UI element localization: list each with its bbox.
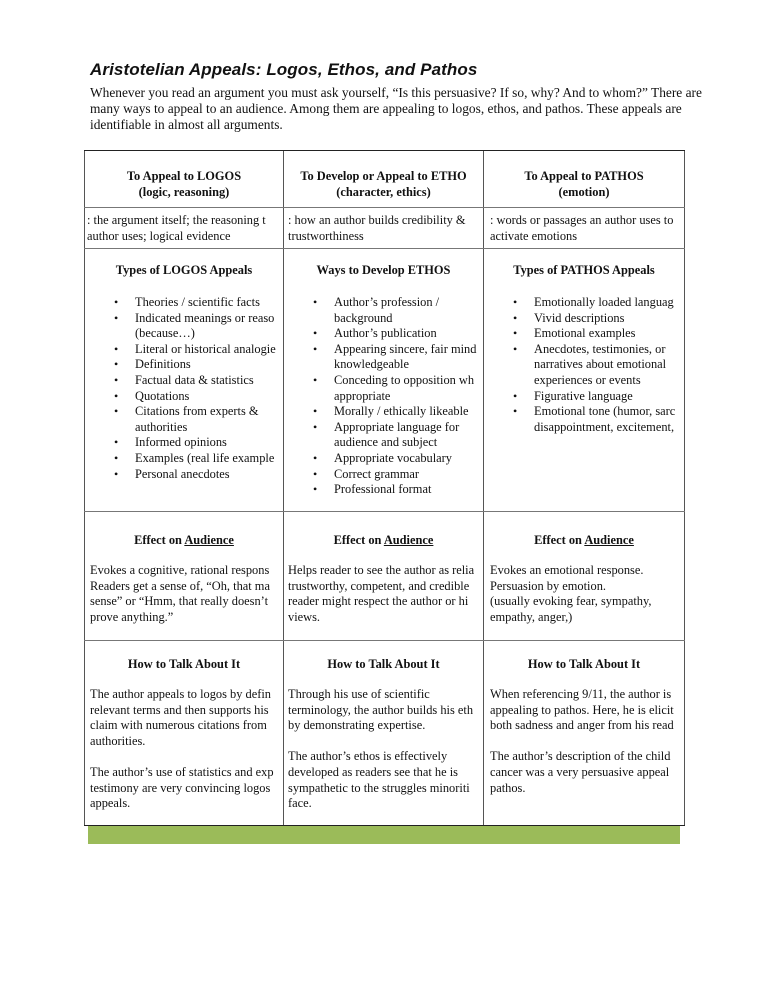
logos-talk: The author appeals to logos by defin relevant terms and then supports his claim with numerous citations from authorities. The author’s use of statistics and exp testimony are very convincing logos appeals. (90, 687, 274, 811)
list-item: • Vivid descriptions (484, 311, 684, 327)
logos-effect-heading: Effect on Audience (134, 533, 234, 547)
list-item: • Theories / scientific facts (85, 295, 283, 311)
list-item: • Informed opinions (85, 435, 283, 451)
logos-definition-line-2: author uses; logical evidence (87, 228, 231, 243)
pathos-heading (484, 169, 684, 200)
list-item: • Emotional examples (484, 326, 684, 342)
list-item: • Author’s profession / background (284, 295, 483, 326)
pathos-definition-line-2: activate emotions (490, 228, 578, 243)
ethos-types-list (284, 295, 483, 498)
row-divider-4 (84, 640, 685, 641)
list-item: • Conceding to opposition wh appropriate (284, 373, 483, 404)
pathos-effect-heading: Effect on Audience (534, 533, 634, 547)
ethos-definition-line-2: trustworthiness (288, 228, 364, 243)
list-item: • Correct grammar (284, 467, 483, 483)
pathos-types-heading: Types of PATHOS Appeals (513, 263, 655, 277)
list-item: • Indicated meanings or reaso (because…) (85, 311, 283, 342)
list-item: • Definitions (85, 357, 283, 373)
row-divider-3 (84, 511, 685, 512)
ethos-heading-line-2: (character, ethics) (336, 184, 431, 199)
ethos-effect: Helps reader to see the author as relia trustworthy, competent, and credible reader might respect the author or hi views. (288, 563, 475, 624)
pathos-talk-heading: How to Talk About It (527, 657, 641, 671)
logos-effect: Evokes a cognitive, rational respons Readers get a sense of, “Oh, that ma sense” or “Hmm, that really doesn’t prove anything.” (90, 563, 270, 624)
list-item: • Appearing sincere, fair mind knowledgeable (284, 342, 483, 373)
pathos-types-list (484, 295, 684, 435)
list-item: • Examples (real life example (85, 451, 283, 467)
list-item: • Emotional tone (humor, sarc disappointment, excitement, (484, 404, 684, 435)
list-item: • Factual data & statistics (85, 373, 283, 389)
list-item: • Author’s publication (284, 326, 483, 342)
logos-talk-heading: How to Talk About It (127, 657, 241, 671)
ethos-effect-heading: Effect on Audience (333, 533, 434, 547)
page-title: Aristotelian Appeals: Logos, Ethos, and Pathos (90, 60, 478, 79)
list-item: • Appropriate vocabulary (284, 451, 483, 467)
table-border-left (84, 151, 85, 826)
list-item: • Literal or historical analogie (85, 342, 283, 358)
list-item: • Citations from experts & authorities (85, 404, 283, 435)
table-border-right (684, 151, 685, 826)
row-divider-2 (84, 248, 685, 249)
logos-heading (85, 169, 283, 200)
logos-types-heading: Types of LOGOS Appeals (115, 263, 253, 277)
column-divider-2 (483, 151, 484, 826)
ethos-definition-line-1: : how an author builds credibility & (288, 213, 466, 227)
pathos-effect: Evokes an emotional response. Persuasion by emotion. (usually evoking fear, sympathy, empathy, anger,) (490, 563, 652, 624)
list-item: • Professional format (284, 482, 483, 498)
ethos-types-heading: Ways to Develop ETHOS (316, 263, 451, 277)
pathos-definition (490, 213, 684, 244)
list-item: • Emotionally loaded languag (484, 295, 684, 311)
pathos-talk: When referencing 9/11, the author is appealing to pathos. Here, he is elicit both sadness and anger from his read The author’s description of the child cancer was a very persuasive appeal pathos. (490, 687, 674, 795)
pathos-definition-line-1: : words or passages an author uses to (490, 213, 674, 227)
list-item: • Appropriate language for audience and subject (284, 420, 483, 451)
list-item: • Morally / ethically likeable (284, 404, 483, 420)
footer-color-bar (88, 826, 680, 844)
logos-heading-line-2: (logic, reasoning) (138, 184, 230, 199)
logos-definition-line-1: : the argument itself; the reasoning t (87, 213, 266, 227)
list-item: • Anecdotes, testimonies, or narratives about emotional experiences or events (484, 342, 684, 389)
logos-types-list (85, 295, 283, 482)
ethos-heading-line-1: To Develop or Appeal to ETHO (300, 169, 467, 183)
ethos-heading (284, 169, 483, 200)
list-item: • Figurative language (484, 389, 684, 405)
logos-heading-line-1: To Appeal to LOGOS (126, 169, 242, 183)
ethos-definition (288, 213, 483, 244)
intro-paragraph: Whenever you read an argument you must ask yourself, “Is this persuasive? If so, why? And to whom?” There are many ways to appeal to an audience. Among them are appealing to logos, ethos, and pathos. These appeals are identifiable in almost all arguments. (90, 85, 702, 132)
ethos-talk-heading: How to Talk About It (327, 657, 440, 671)
row-divider-1 (84, 207, 685, 208)
ethos-talk: Through his use of scientific terminology, the author builds his eth by demonstrating expertise. The author’s ethos is effectively developed as readers see that he is sympathetic to the struggles minoriti face. (288, 687, 474, 811)
list-item: • Personal anecdotes (85, 467, 283, 483)
list-item: • Quotations (85, 389, 283, 405)
pathos-heading-line-2: (emotion) (558, 184, 610, 199)
pathos-heading-line-1: To Appeal to PATHOS (524, 169, 644, 183)
logos-definition (87, 213, 283, 244)
